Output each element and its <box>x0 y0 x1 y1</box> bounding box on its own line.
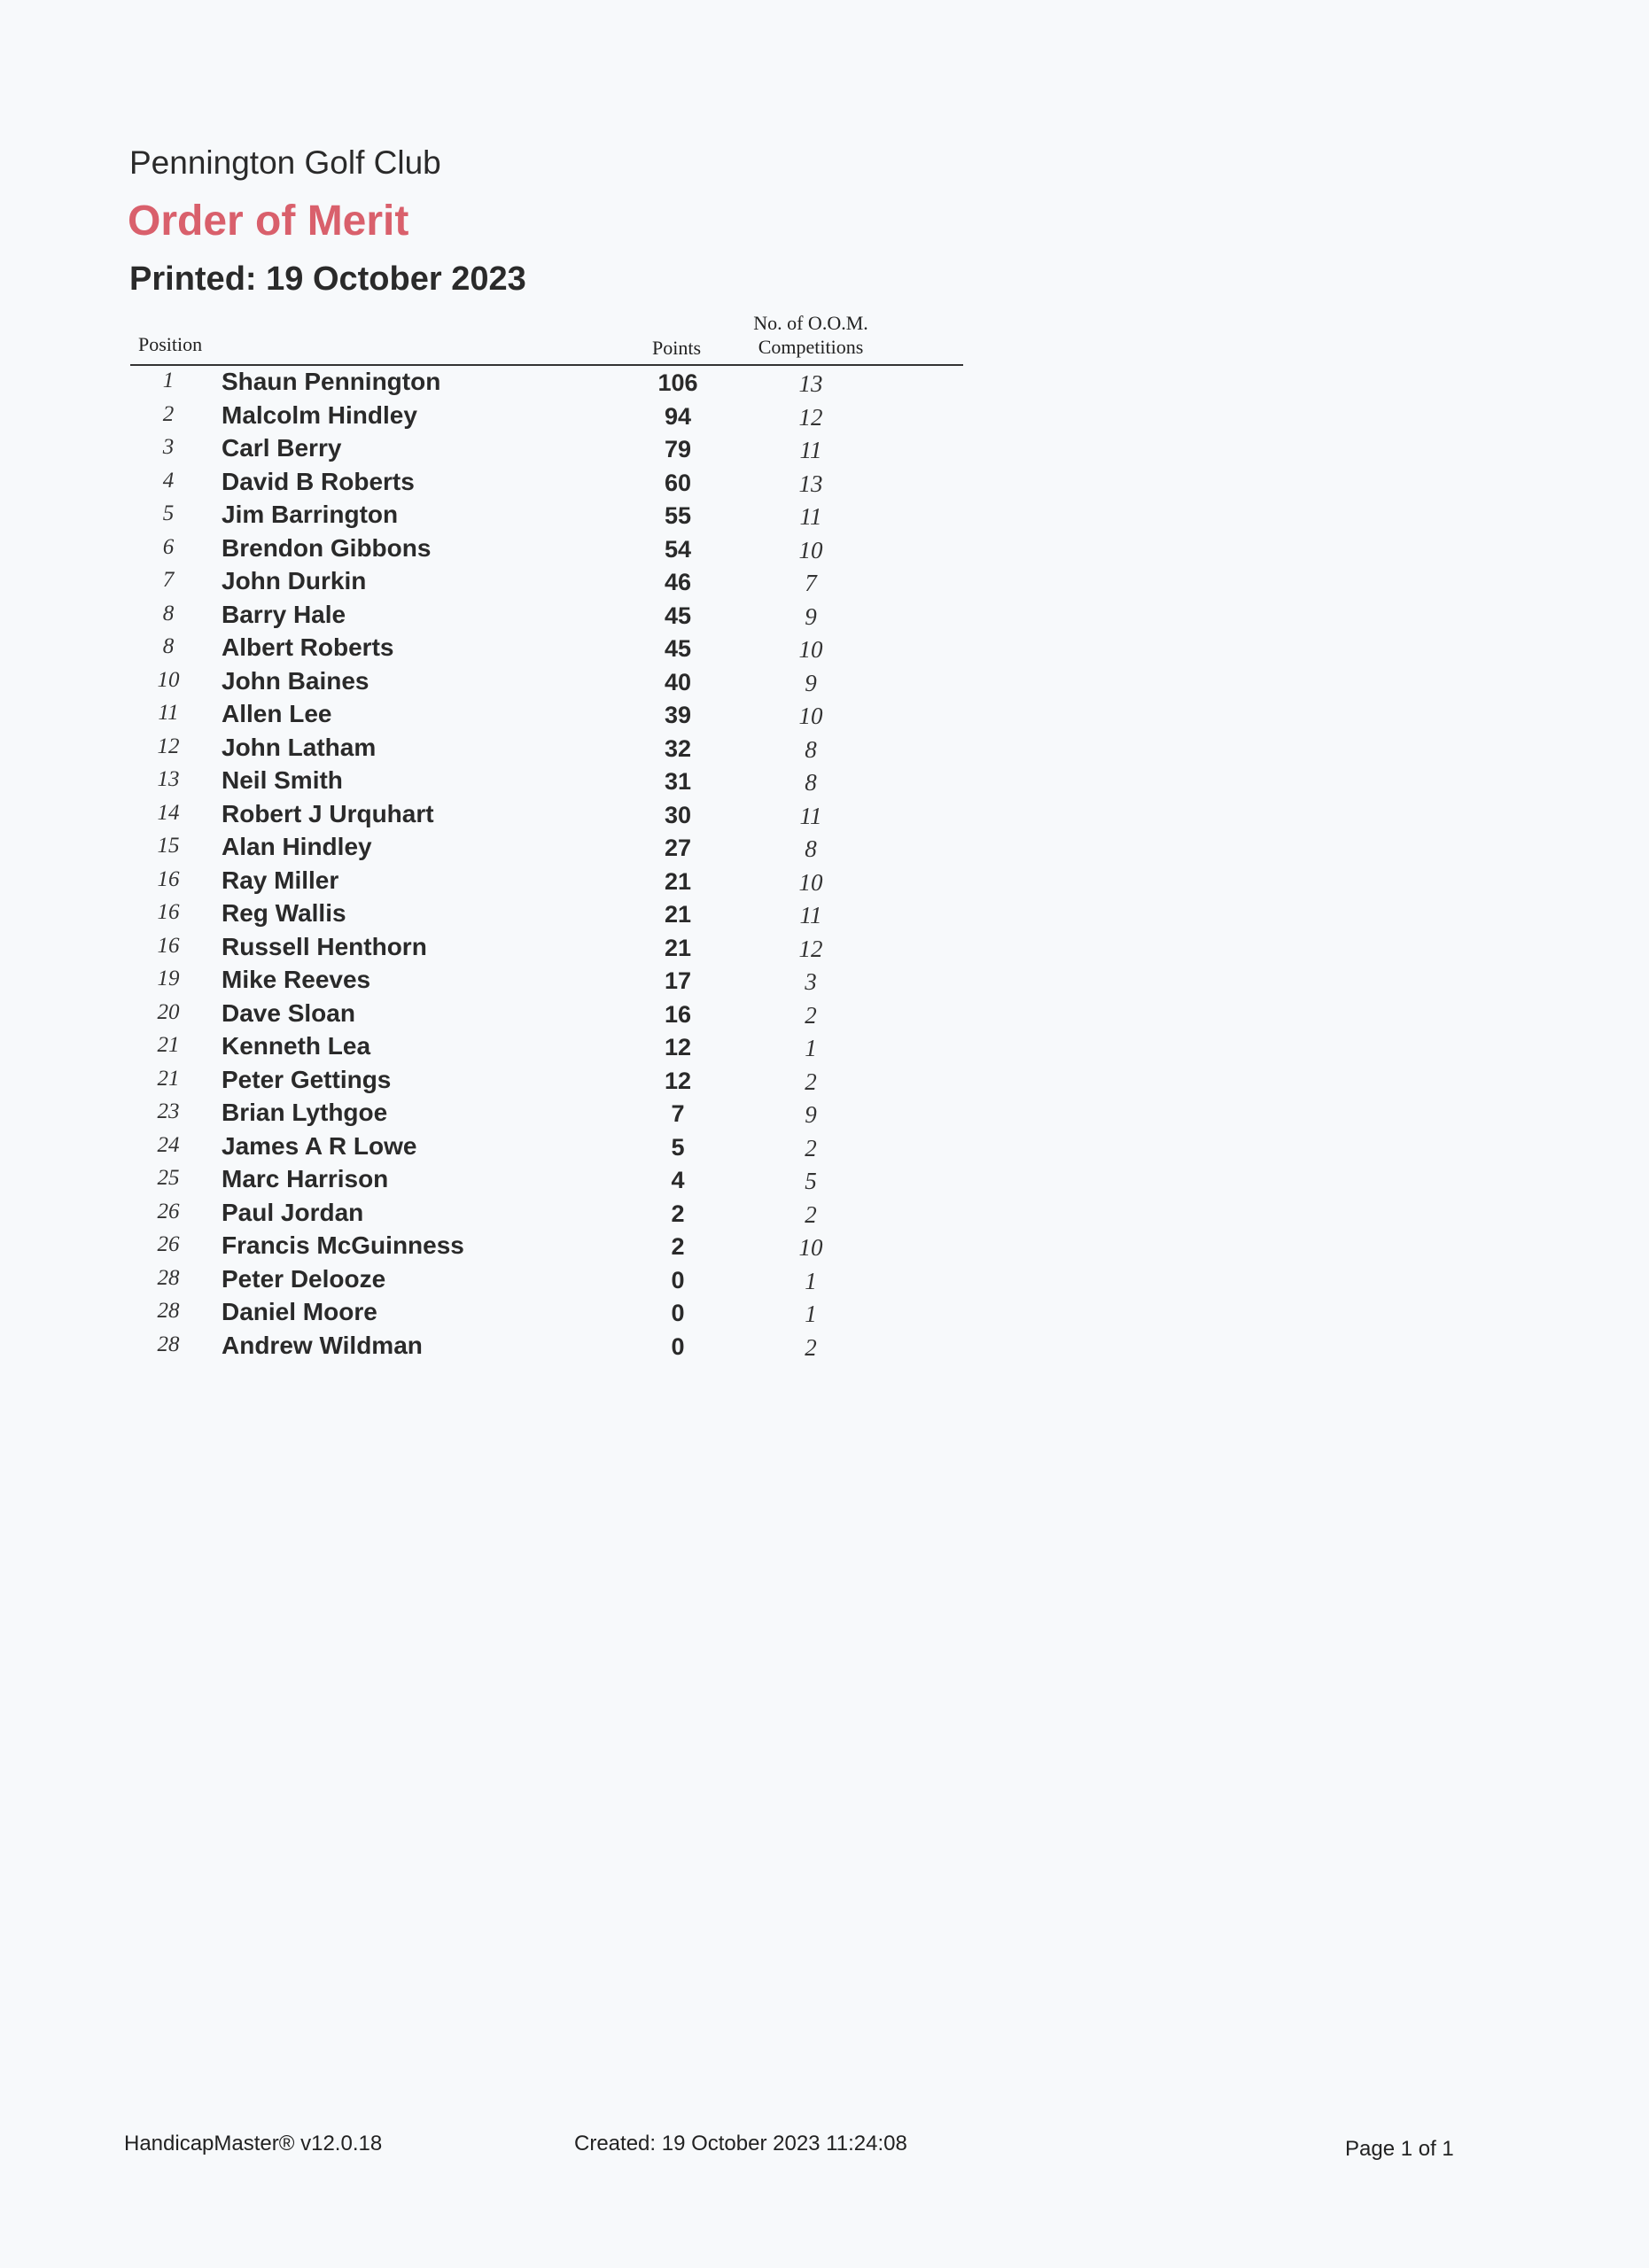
row-position: 12 <box>157 734 180 758</box>
row-competitions: 10 <box>798 703 823 729</box>
row-points: 21 <box>664 934 692 961</box>
row-name: Carl Berry <box>222 434 342 462</box>
row-position: 25 <box>157 1166 180 1190</box>
row-points: 16 <box>664 1000 692 1028</box>
row-position: 21 <box>157 1066 180 1091</box>
row-competitions: 2 <box>805 1068 817 1095</box>
row-competitions: 12 <box>798 935 823 962</box>
column-header-competitions-line2: Competitions <box>758 336 864 358</box>
row-points: 45 <box>664 602 692 629</box>
row-points: 12 <box>664 1034 692 1060</box>
row-competitions: 5 <box>805 1168 817 1194</box>
row-name: John Durkin <box>222 567 367 594</box>
column-header-position: Position <box>138 333 203 355</box>
footer-page-number: Page 1 of 1 <box>1345 2137 1454 2161</box>
row-position: 19 <box>157 967 180 990</box>
row-name: Daniel Moore <box>222 1298 377 1325</box>
row-position: 16 <box>157 866 180 891</box>
table-row <box>0 797 1649 831</box>
row-position: 26 <box>157 1199 180 1223</box>
row-position: 10 <box>157 667 180 692</box>
row-competitions: 13 <box>798 370 823 397</box>
row-position: 1 <box>162 369 175 392</box>
row-competitions: 9 <box>805 602 817 630</box>
row-points: 21 <box>664 901 692 928</box>
row-name: Malcolm Hindley <box>222 400 417 429</box>
row-competitions: 2 <box>805 1333 817 1361</box>
row-points: 45 <box>664 635 692 662</box>
table-row <box>0 1196 1649 1230</box>
table-row <box>0 997 1649 1030</box>
row-competitions: 2 <box>805 1134 817 1161</box>
row-points: 30 <box>664 801 692 828</box>
row-points: 31 <box>664 768 692 795</box>
table-row <box>0 731 1649 765</box>
row-name: Alan Hindley <box>222 833 372 860</box>
row-competitions: 7 <box>805 570 817 596</box>
row-points: 7 <box>671 1100 685 1127</box>
row-name: John Baines <box>222 666 369 695</box>
row-points: 2 <box>671 1200 685 1227</box>
column-header-competitions <box>727 311 895 359</box>
row-competitions: 8 <box>805 735 817 763</box>
row-position: 23 <box>157 1099 180 1123</box>
printed-date: Printed: 19 October 2023 <box>129 260 526 298</box>
row-position: 21 <box>157 1033 180 1057</box>
row-points: 12 <box>664 1067 692 1094</box>
club-name: Pennington Golf Club <box>129 144 441 181</box>
row-points: 94 <box>664 402 692 430</box>
row-name: Francis McGuinness <box>222 1231 464 1259</box>
row-position: 4 <box>162 468 175 493</box>
row-position: 2 <box>162 401 175 426</box>
row-name: Neil Smith <box>222 766 343 794</box>
row-points: 4 <box>671 1167 685 1193</box>
row-points: 2 <box>671 1233 685 1260</box>
row-name: Brian Lythgoe <box>222 1099 388 1126</box>
table-row <box>0 498 1649 532</box>
row-points: 46 <box>664 569 692 595</box>
row-position: 11 <box>158 701 179 725</box>
row-position: 26 <box>157 1232 180 1256</box>
table-row <box>0 1130 1649 1163</box>
table-row <box>0 1063 1649 1097</box>
row-position: 28 <box>157 1332 180 1356</box>
row-points: 0 <box>671 1332 685 1360</box>
row-competitions: 1 <box>805 1301 817 1327</box>
row-position: 15 <box>157 834 180 858</box>
row-competitions: 11 <box>799 437 822 463</box>
results-table <box>0 365 1649 1362</box>
table-row <box>0 598 1649 632</box>
row-position: 14 <box>157 800 180 825</box>
row-position: 6 <box>162 534 175 559</box>
footer-created: Created: 19 October 2023 11:24:08 <box>574 2132 907 2155</box>
row-name: John Latham <box>222 733 377 761</box>
row-competitions: 13 <box>798 470 823 497</box>
row-points: 60 <box>664 469 692 496</box>
table-row <box>0 864 1649 897</box>
row-name: Robert J Urquhart <box>222 799 434 827</box>
column-header-competitions-line1: No. of O.O.M. <box>753 312 868 334</box>
row-position: 8 <box>162 601 175 625</box>
table-row <box>0 1295 1649 1329</box>
row-position: 16 <box>157 900 180 924</box>
row-name: Albert Roberts <box>222 633 394 661</box>
row-points: 79 <box>664 436 692 462</box>
row-competitions: 10 <box>798 536 823 563</box>
row-name: Andrew Wildman <box>222 1331 423 1359</box>
table-row <box>0 1029 1649 1063</box>
row-competitions: 10 <box>798 1234 823 1261</box>
table-row <box>0 365 1649 399</box>
table-row <box>0 564 1649 598</box>
table-row <box>0 830 1649 864</box>
row-name: Jim Barrington <box>222 501 399 528</box>
row-points: 40 <box>664 668 692 695</box>
row-position: 28 <box>157 1265 180 1290</box>
row-position: 3 <box>162 435 175 459</box>
row-name: Russell Henthorn <box>222 932 427 960</box>
row-points: 0 <box>671 1266 685 1293</box>
row-competitions: 1 <box>805 1035 817 1061</box>
table-row <box>0 532 1649 565</box>
row-competitions: 8 <box>805 769 817 796</box>
table-row <box>0 1096 1649 1130</box>
row-points: 32 <box>664 734 692 762</box>
row-points: 54 <box>664 535 692 563</box>
row-competitions: 3 <box>805 968 817 995</box>
row-points: 55 <box>664 502 692 529</box>
report-title: Order of Merit <box>128 198 409 245</box>
table-row <box>0 465 1649 499</box>
row-name: Mike Reeves <box>222 966 371 993</box>
row-points: 106 <box>657 369 698 396</box>
row-competitions: 11 <box>799 503 822 530</box>
row-competitions: 8 <box>805 835 817 862</box>
row-name: Reg Wallis <box>222 899 346 927</box>
row-name: Paul Jordan <box>222 1198 364 1226</box>
row-name: Peter Delooze <box>222 1264 386 1293</box>
row-name: Ray Miller <box>222 866 339 894</box>
table-row <box>0 1262 1649 1296</box>
table-row <box>0 1329 1649 1363</box>
row-position: 7 <box>162 568 175 592</box>
row-name: James A R Lowe <box>222 1131 417 1160</box>
table-row <box>0 1229 1649 1262</box>
row-name: Dave Sloan <box>222 998 355 1027</box>
row-position: 24 <box>157 1132 180 1157</box>
row-points: 21 <box>664 867 692 895</box>
row-competitions: 9 <box>805 669 817 696</box>
table-row <box>0 697 1649 731</box>
row-competitions: 12 <box>798 403 823 431</box>
row-position: 28 <box>157 1299 180 1323</box>
row-competitions: 2 <box>805 1200 817 1228</box>
row-name: Kenneth Lea <box>222 1032 371 1060</box>
row-competitions: 10 <box>798 868 823 896</box>
table-row <box>0 1162 1649 1196</box>
table-row <box>0 431 1649 465</box>
row-name: David B Roberts <box>222 467 415 495</box>
row-name: Shaun Pennington <box>222 368 441 395</box>
table-row <box>0 764 1649 797</box>
row-competitions: 1 <box>805 1267 817 1294</box>
row-position: 20 <box>157 999 180 1024</box>
row-points: 5 <box>671 1133 685 1161</box>
row-name: Allen Lee <box>222 700 332 727</box>
row-position: 5 <box>162 501 175 525</box>
row-competitions: 11 <box>799 902 822 928</box>
footer-app-version: HandicapMaster® v12.0.18 <box>124 2132 383 2155</box>
table-row <box>0 399 1649 432</box>
table-row <box>0 930 1649 964</box>
row-points: 17 <box>664 967 692 994</box>
row-competitions: 2 <box>805 1001 817 1029</box>
row-position: 16 <box>157 933 180 958</box>
table-row <box>0 631 1649 664</box>
column-header-points: Points <box>652 337 702 359</box>
row-name: Peter Gettings <box>222 1065 392 1093</box>
table-row <box>0 664 1649 698</box>
table-row <box>0 897 1649 930</box>
row-position: 8 <box>162 634 175 658</box>
row-name: Barry Hale <box>222 600 346 628</box>
row-name: Brendon Gibbons <box>222 533 432 562</box>
row-competitions: 11 <box>799 802 822 829</box>
row-points: 0 <box>671 1300 685 1326</box>
row-points: 27 <box>664 835 692 861</box>
row-competitions: 9 <box>805 1101 817 1128</box>
row-name: Marc Harrison <box>222 1165 389 1192</box>
table-row <box>0 963 1649 997</box>
row-points: 39 <box>664 702 692 728</box>
row-position: 13 <box>157 767 180 791</box>
row-competitions: 10 <box>798 636 823 663</box>
